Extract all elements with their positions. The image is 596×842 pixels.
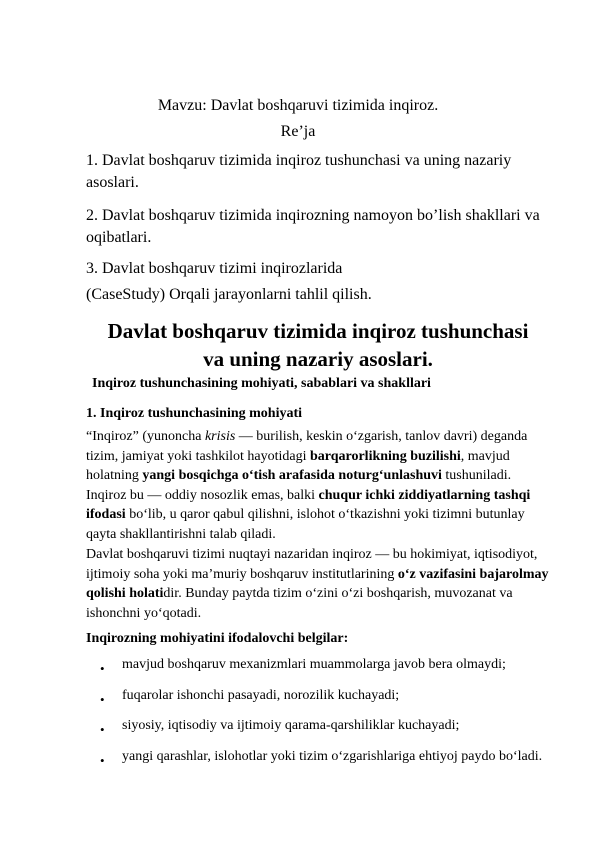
plan-item-4: (CaseStudy) Orqali jarayonlarni tahlil qilish.: [86, 286, 372, 303]
section-title: 1. Inqiroz tushunchasining mohiyati: [86, 406, 303, 421]
para3-text-2: dir. Bunday paytda tizim o‘zini o‘zi boshqarish, muvozanat va ishonchni yo‘qotadi.: [86, 586, 513, 621]
para2-text-2: bo‘lib, u qaror qabul qilishni, islohot o‘tkazishni yoki tizimni butunlay qayta shakllantirishni talab qiladi.: [86, 507, 525, 542]
features-title: Inqirozning mohiyatini ifodalovchi belgilar:: [86, 631, 349, 646]
list-item-text: siyosiy, iqtisodiy va ijtimoiy qarama-qarshiliklar kuchayadi;: [122, 718, 460, 733]
plan-item-3: 3. Davlat boshqaruv tizimi inqirozlarida: [86, 260, 343, 277]
document-topic: Mavzu: Davlat boshqaruvi tizimida inqiroz.: [157, 97, 439, 114]
bullet-icon: •: [100, 661, 105, 676]
bullet-icon: •: [100, 691, 105, 707]
para1-bold-1: barqarorlikning buzilishi: [309, 448, 461, 464]
list-item-text: fuqarolar ishonchi pasayadi, norozilik kuchayadi;: [122, 687, 400, 703]
para2-bold: chuqur ichki ziddiyatlarning tashqi ifodasi: [86, 487, 531, 522]
para1-text-3: , mavjud holatning: [86, 448, 510, 483]
list-item: [0, 656, 596, 687]
para1-italic-term: krisis: [204, 429, 236, 444]
para2-text-1: Inqiroz bu — oddiy nosozlik emas, balki: [86, 487, 319, 503]
subheading: Inqiroz tushunchasining mohiyati, sabablari va shakllari: [92, 376, 431, 391]
list-item: [0, 748, 596, 779]
plan-title: Re’ja: [280, 123, 316, 140]
para1-text-2: — burilish, keskin o‘zgarish, tanlov davri) deganda tizim, jamiyat yoki tashkilot hayotidagi: [86, 429, 528, 464]
para1-text-4: tushuniladi.: [441, 468, 512, 483]
bullet-icon: •: [100, 752, 105, 768]
plan-item-2: 2. Davlat boshqaruv tizimida inqirozning namoyon bo’lish shakllari va oqibatlari.: [86, 207, 540, 246]
para3-bold: o‘z vazifasini bajarolmay qolishi holati: [86, 566, 549, 601]
list-item: [0, 687, 596, 718]
paragraph-definition: [86, 427, 552, 544]
para3-text-1: Davlat boshqaruvi tizimi nuqtayi nazaridan inqiroz — bu hokimiyat, iqtisodiyot, ijtimoiy soha yoki ma’muriy boshqaruv institutlarining: [86, 547, 538, 582]
para1-bold-2: yangi bosqichga o‘tish arafasida noturg‘unlashuvi: [142, 468, 442, 483]
para1-text-1: “Inqiroz” (yunoncha: [86, 429, 205, 444]
list-item-text: mavjud boshqaruv mexanizmlari muammolarga javob bera olmaydi;: [122, 657, 506, 672]
section-heading: Davlat boshqaruv tizimida inqiroz tushunchasi va uning nazariy asoslari.: [107, 319, 529, 371]
features-list: [0, 656, 596, 778]
plan-item-1: 1. Davlat boshqaruv tizimida inqiroz tushunchasi va uning nazariy asoslari.: [86, 152, 512, 191]
list-item: [0, 717, 596, 748]
list-item-text: yangi qarashlar, islohotlar yoki tizim o‘zgarishlariga ehtiyoj paydo bo‘ladi.: [122, 748, 543, 764]
paragraph-state-governance: [86, 545, 552, 623]
bullet-icon: •: [100, 722, 105, 737]
